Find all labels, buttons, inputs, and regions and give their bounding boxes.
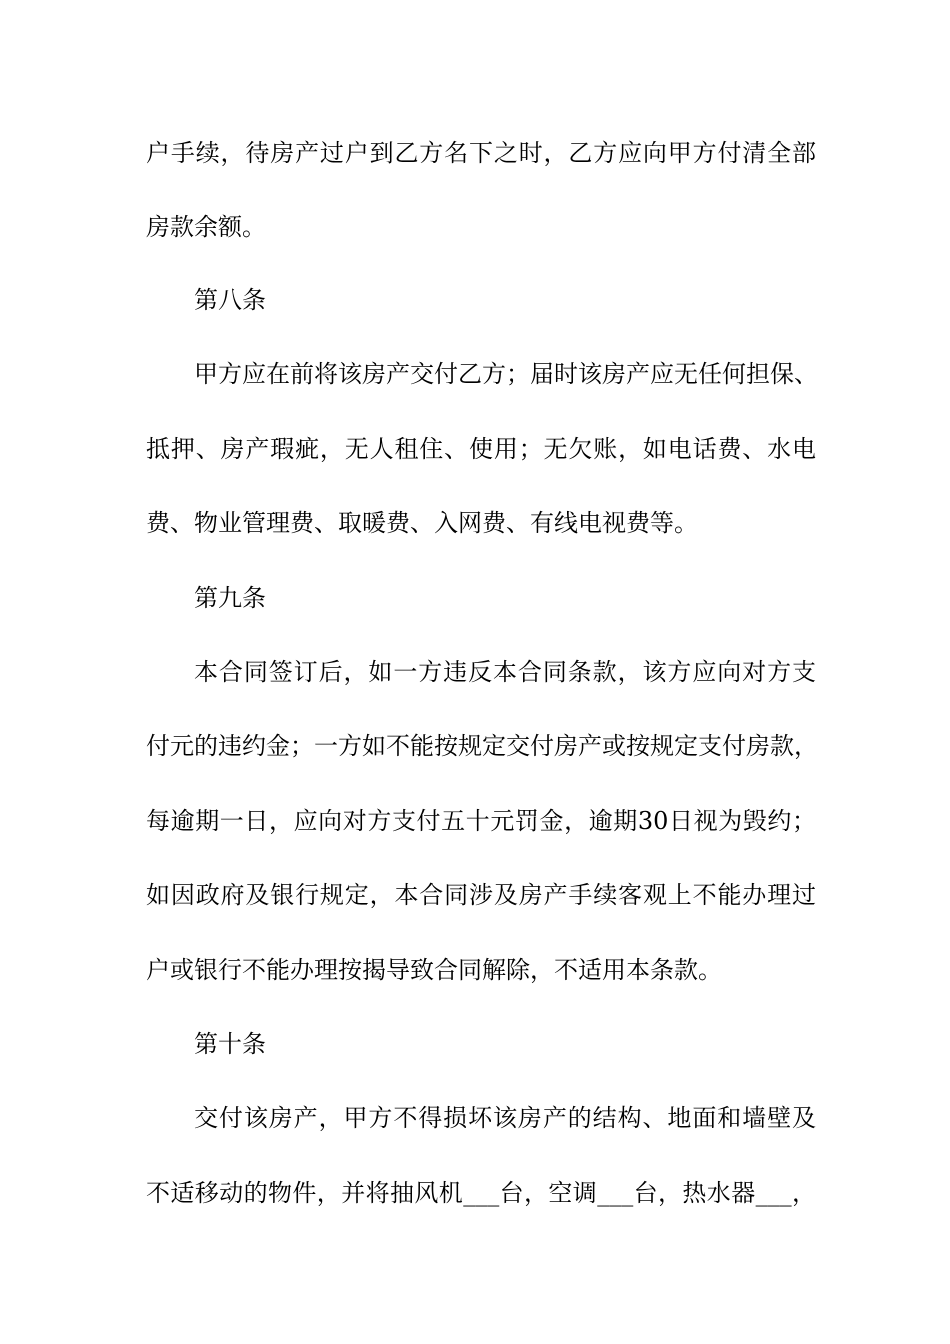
body-line: 房款余额。 xyxy=(146,213,266,241)
body-line: 每逾期一日，应向对方支付五十元罚金，逾期30日视为毁约； xyxy=(146,807,816,835)
body-line: 不适移动的物件，并将抽风机___台，空调___台，热水器___， xyxy=(146,1179,816,1207)
body-line: 付元的违约金；一方如不能按规定交付房产或按规定支付房款， xyxy=(146,732,818,760)
paragraph-first-line: 交付该房产，甲方不得损坏该房产的结构、地面和墙壁及 xyxy=(194,1104,816,1132)
body-line: 费、物业管理费、取暖费、入网费、有线电视费等。 xyxy=(146,509,698,537)
body-line: 户或银行不能办理按揭导致合同解除，不适用本条款。 xyxy=(146,956,722,984)
body-line: 如因政府及银行规定，本合同涉及房产手续客观上不能办理过 xyxy=(146,881,816,909)
paragraph-first-line: 甲方应在前将该房产交付乙方；届时该房产应无任何担保、 xyxy=(194,360,818,388)
article-heading: 第九条 xyxy=(194,584,266,612)
body-line: 抵押、房产瑕疵，无人租住、使用；无欠账，如电话费、水电 xyxy=(146,435,816,463)
paragraph-first-line: 本合同签订后，如一方违反本合同条款，该方应向对方支 xyxy=(194,658,816,686)
article-heading: 第十条 xyxy=(194,1030,266,1058)
body-line: 户手续，待房产过户到乙方名下之时，乙方应向甲方付清全部 xyxy=(146,139,816,167)
article-heading: 第八条 xyxy=(194,286,266,314)
